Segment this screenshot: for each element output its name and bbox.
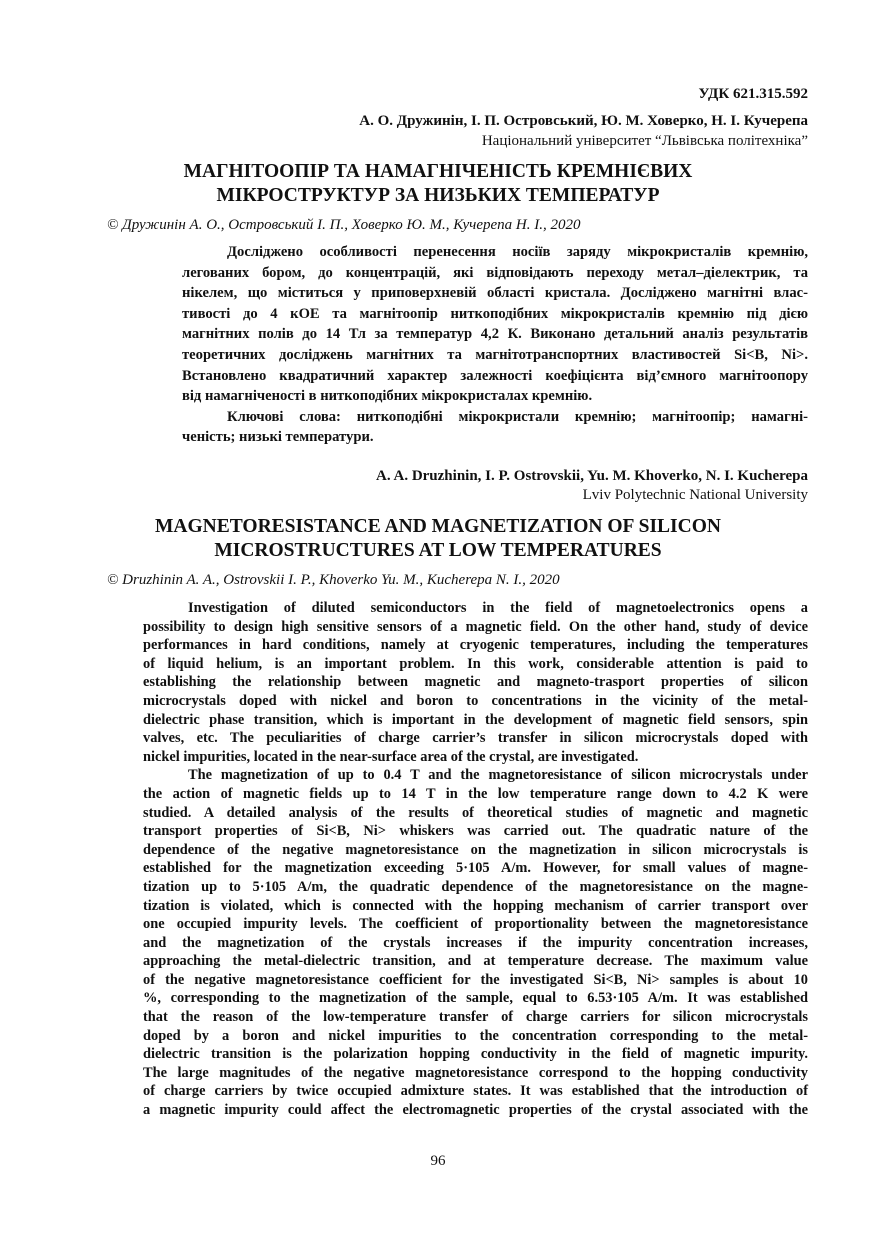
udc-code: УДК 621.315.592 — [698, 86, 808, 102]
abstract-line: that the reason of the low-temperature transfer of charge carriers for silicon microcrystals — [143, 1009, 808, 1026]
abstract-line: of charge carriers by twice occupied admixture states. It was established that the introduction of — [143, 1083, 808, 1100]
abstract-line: of liquid helium, is an important problem. In this work, considerable attention is paid to — [143, 655, 808, 672]
abstract-line: Investigation of diluted semiconductors in the field of magnetoelectronics opens a — [188, 600, 808, 616]
en-authors: A. A. Druzhinin, I. P. Ostrovskii, Yu. M. Khoverko, N. I. Kucherepa — [375, 468, 808, 484]
abstract-line: a magnetic impurity could affect the electromagnetic properties of the crystal associated with the — [143, 1102, 808, 1119]
abstract-line: the action of magnetic fields up to 14 T in the low temperature range down to 4.2 K were — [143, 785, 808, 802]
abstract-line: approaching the metal-dielectric transition, and at temperature decrease. The maximum value — [143, 953, 808, 970]
ua-title-line: МІКРОСТРУКТУР ЗА НИЗЬКИХ ТЕМПЕРАТУР — [216, 185, 660, 206]
en-title-line: MAGNETORESISTANCE AND MAGNETIZATION OF SILICON — [155, 516, 721, 537]
en-abstract — [143, 599, 808, 1120]
abstract-line: %, corresponding to the magnetization of the sample, equal to 6.53·105 A/m. It was established — [143, 990, 808, 1007]
ua-affiliation: Національний університет “Львівська політехніка” — [481, 133, 808, 149]
en-title — [0, 515, 876, 563]
abstract-line: tization up to 5·105 A/m, the quadratic dependence of the magnetoresistance on the magne- — [143, 878, 808, 895]
abstract-line: dependence of the negative magnetoresistance on the magnetization in silicon microcrystals is — [143, 841, 808, 858]
keywords-line: Ключові слова: ниткоподібні мікрокристали кремнію; магнітоопір; намагні- — [227, 408, 808, 425]
abstract-line: магнітних полів до 14 Тл за температур 4,2 К. Виконано детальний аналіз результатів — [182, 326, 808, 343]
abstract-line: transport properties of Si<B, Ni> whiskers was carried out. The quadratic nature of the — [143, 823, 808, 840]
abstract-line: tization is violated, which is connected with the hopping mechanism of carrier transport over — [143, 897, 808, 914]
abstract-line: Встановлено квадратичний характер залежності коефіцієнта від’ємного магнітоопору — [182, 367, 808, 384]
abstract-line: Досліджено особливості перенесення носіїв заряду мікрокристалів кремнію, — [227, 244, 808, 260]
ua-title-line: МАГНІТООПІР ТА НАМАГНІЧЕНІСТЬ КРЕМНІЄВИХ — [183, 161, 693, 182]
abstract-line: легованих бором, до концентрацій, які відповідають переходу метал–діелектрик, та — [182, 264, 808, 281]
abstract-line: dielectric transition is the polarization hopping conductivity in the field of magnetic impurity. — [143, 1046, 808, 1063]
abstract-line: valves, etc. The peculiarities of charge carrier’s transfer in silicon microcrystals doped with — [143, 730, 808, 747]
en-copyright: © Druzhinin A. A., Ostrovskii I. P., Khoverko Yu. M., Kucherepa N. I., 2020 — [107, 572, 560, 588]
abstract-line: possibility to design high sensitive sensors of a magnetic field. On the other hand, study of device — [143, 618, 808, 635]
abstract-line: нікелем, що міститься у приповерхневій області кристала. Досліджено магнітні влас- — [182, 285, 808, 302]
ua-authors: А. О. Дружинін, І. П. Островський, Ю. М. Ховерко, Н. І. Кучерепа — [359, 113, 808, 129]
en-title-line: MICROSTRUCTURES AT LOW TEMPERATURES — [214, 540, 662, 561]
keywords-line: ченість; низькі температури. — [182, 429, 374, 446]
abstract-line: doped by a boron and nickel impurities to the concentration corresponding to the metal- — [143, 1027, 808, 1044]
abstract-line: dielectric phase transition, which is important in the development of magnetic field sensors, spin — [143, 711, 808, 728]
abstract-line: establishing the relationship between magnetic and magneto-trasport properties of silicon — [143, 674, 808, 691]
ua-abstract — [182, 242, 808, 448]
abstract-line: one occupied impurity levels. The coefficient of proportionality between the magnetoresistance — [143, 916, 808, 933]
abstract-line: The magnetization of up to 0.4 T and the magnetoresistance of silicon microcrystals under — [188, 767, 808, 784]
en-affiliation: Lviv Polytechnic National University — [582, 487, 808, 503]
abstract-line: теоретичних досліджень магнітних та магнітотранспортних властивостей Si<B, Ni>. — [182, 346, 808, 363]
abstract-line: microcrystals doped with nickel and boron to concentrations in the vicinity of the metal- — [143, 692, 808, 709]
ua-title — [0, 160, 876, 208]
abstract-line: studied. A detailed analysis of the results of theoretical studies of magnetic and magnetic — [143, 804, 808, 821]
abstract-line: nickel impurities, located in the near-surface area of the crystal, are investigated. — [143, 748, 639, 765]
abstract-line: від намагніченості в ниткоподібних мікрокристалах кремнію. — [182, 388, 593, 405]
abstract-line: The large magnitudes of the negative magnetoresistance correspond to the hopping conductivity — [143, 1064, 808, 1081]
abstract-line: established for the magnetization exceeding 5·105 A/m. However, for small values of magne- — [143, 860, 808, 877]
abstract-line: performances in hard conditions, namely at cryogenic temperatures, including the temperatures — [143, 637, 808, 654]
page-number: 96 — [430, 1153, 446, 1169]
abstract-line: of the negative magnetoresistance coefficient for the investigated Si<B, Ni> samples is about 10 — [143, 971, 808, 988]
ua-copyright: © Дружинін А. О., Островський І. П., Ховерко Ю. М., Кучерепа Н. І., 2020 — [107, 217, 581, 233]
abstract-line: and the magnetization of the crystals increases if the impurity concentration increases, — [143, 934, 808, 951]
abstract-line: тивості до 4 кОЕ та магнітоопір ниткоподібних мікрокристалів кремнію під дією — [182, 305, 808, 322]
